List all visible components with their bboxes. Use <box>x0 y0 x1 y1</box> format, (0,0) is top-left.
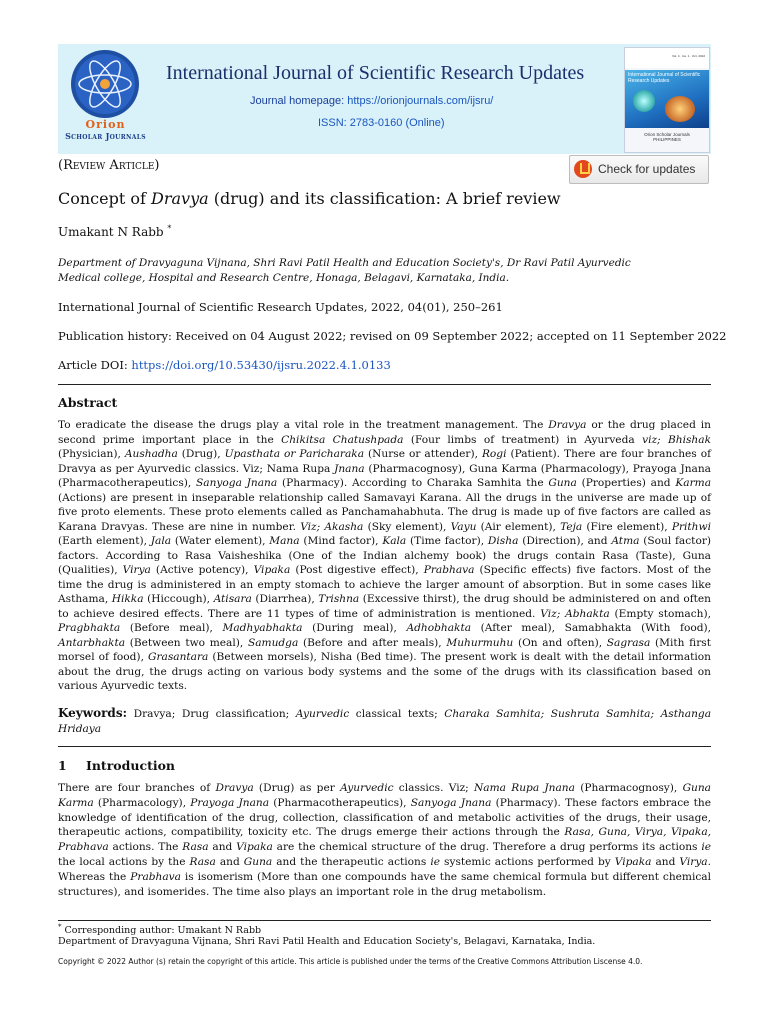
article-doi: Article DOI: https://doi.org/10.53430/ijsru.2022.4.1.0133 <box>58 358 391 372</box>
divider <box>58 746 711 747</box>
corresponding-author-note: * Corresponding author: Umakant N Rabb <box>58 923 262 937</box>
corresponding-author-affiliation: Department of Dravyaguna Vijnana, Shri Ravi Patil Health and Education Society's, Belagavi, Karnataka, India. <box>58 936 596 947</box>
homepage-label: Journal homepage: <box>250 95 345 107</box>
author-name: Umakant N Rabb * <box>58 224 172 239</box>
publisher-name <box>58 118 153 141</box>
article-title: Concept of Dravya (drug) and its classification: A brief review <box>58 189 561 208</box>
crossmark-icon <box>574 160 592 178</box>
publisher-line2: Scholar Journals <box>65 131 146 141</box>
journal-header-banner <box>58 44 711 154</box>
abstract-body: To eradicate the disease the drugs play a vital role in the treatment management. The Dravya or the drug placed in second prime important place in the Chikitsa Chatushpada (Four limbs of treatment) in Ayurveda viz; Bhishak (Physician), Aushadha (Drug), Upasthata or Paricharaka (Nurse or attender), Rogi (Patient). There are four branches of Dravya as per Ayurvedic classics. Viz; Nama Rupa Jnana (Pharmacognosy), Guna Karma (Pharmacology), Prayoga Jnana (Pharmacotherapeutics), Sanyoga Jnana (Pharmacy). According to Charaka Samhita the Guna (Properties) and Karma (Actions) are present in inseparable relationship called Samavayi Karana. All the drugs in the universe are made up of five proto elements. These proto elements called as Panchamahabhuta. The drug is made up of five factors are called as Karana Dravyas. These are nine in number. Viz; Akasha (Sky element), Vayu (Air element), Teja (Fire element), Prithwi (Earth element), Jala (Water element), Mana (Mind factor), Kala (Time factor), Disha (Direction), and Atma (Soul factor) factors. According to Rasa Vaisheshika (One of the Indian alchemy book) the drugs contain Rasa (Taste), Guna (Qualities), Virya (Active potency), Vipaka (Post digestive effect), Prabhava (Specific effects) five factors. Most of the time the drug is administered in an empty stomach to achieve the larger amount of absorption. But in some cases like Asthama, Hikka (Hiccough), Atisara (Diarrhea), Trishna (Excessive thirst), the drug should be administered on and often to achieve desired effects. There are 11 types of time of administration is mentioned. Viz; Abhakta (Empty stomach), Pragbhakta (Before meal), Madhyabhakta (During meal), Adhobhakta (After meal), Samabhakta (With food), Antarbhakta (Between two meal), Samudga (Before and after meals), Muhurmuhu (On and often), Sagrasa (Mith first morsel of food), Grasantara (Between morsels), Nisha (Bed time). The present work is dealt with the detail information about the drug, the drugs acting on various body systems and the some of the drugs with its classification based on various Ayurvedic texts. <box>58 419 712 692</box>
homepage-link[interactable]: https://orionjournals.com/ijsru/ <box>347 95 494 107</box>
issn-text: ISSN: 2783-0160 (Online) <box>318 117 445 129</box>
divider <box>58 384 711 385</box>
publication-history: Publication history: Received on 04 August 2022; revised on 09 September 2022; accepted on 11 September 2022 <box>58 329 727 343</box>
cover-top <box>625 48 709 68</box>
abstract-heading: Abstract <box>58 395 118 410</box>
journal-title: International Journal of Scientific Research Updates <box>166 62 585 84</box>
cover-decor <box>633 90 655 112</box>
author-affiliation: Department of Dravyaguna Vijnana, Shri Ravi Patil Health and Education Society's, Dr Ravi Patil Ayurvedic Medical college, Hospital and Research Centre, Honaga, Belagavi, Karnataka, India. <box>58 257 631 284</box>
cover-footer <box>625 132 709 143</box>
journal-cover-thumbnail[interactable] <box>624 47 710 153</box>
introduction-body: There are four branches of Dravya (Drug) as per Ayurvedic classics. Viz; Nama Rupa Jnana (Pharmacognosy), Guna Karma (Pharmacology), Prayoga Jnana (Pharmacotherapeutics), Sanyoga Jnana (Pharmacy). These factors embrace the knowledge of identification of the drug, collection, classification of and metabolic activities of the drugs, their usage, therapeutic actions, compatibility, toxicity etc. The drugs emerge their actions through the Rasa, Guna, Virya, Vipaka, Prabhava actions. The Rasa and Vipaka are the chemical structure of the drug. Therefore a drug performs its actions ie the local actions by the Rasa and Guna and the therapeutic actions ie systemic actions performed by Vipaka and Virya. Whereas the Prabhava is isomerism (More than one compounds have the same chemical formula but different chemical structures), and isomerides. The time also plays an important role in the drug metabolism. <box>58 782 712 898</box>
cover-footer-line1: Orion Scholar Journals <box>644 132 690 137</box>
citation-line: International Journal of Scientific Research Updates, 2022, 04(01), 250–261 <box>58 300 503 314</box>
orion-logo-icon <box>66 48 144 120</box>
doi-link[interactable]: https://doi.org/10.53430/ijsru.2022.4.1.0133 <box>131 358 391 372</box>
journal-homepage <box>250 95 493 107</box>
check-for-updates-label: Check for updates <box>598 162 696 176</box>
article-type: (Review Article) <box>58 158 160 173</box>
copyright-notice: Copyright © 2022 Author (s) retain the copyright of this article. This article is published under the terms of the Creative Commons Attribution Liscense 4.0. <box>58 957 643 966</box>
publisher-line1: Orion <box>85 118 126 131</box>
cover-decor <box>665 96 695 122</box>
section-heading-introduction: 1 Introduction <box>58 758 176 773</box>
cover-artwork <box>625 70 709 128</box>
cover-issue-text: Vol. 4 · Iss. 1 · Oct. 2022 <box>671 54 705 58</box>
check-for-updates-button[interactable] <box>569 155 709 184</box>
footnote-divider <box>58 920 711 921</box>
keywords: Keywords: Dravya; Drug classification; Ayurvedic classical texts; Charaka Samhita; Sushruta Samhita; Asthanga Hridaya <box>58 706 712 735</box>
cover-title: International Journal of Scientific Research Updates <box>628 72 701 84</box>
cover-footer-line2: PHILIPPINES <box>653 137 681 143</box>
